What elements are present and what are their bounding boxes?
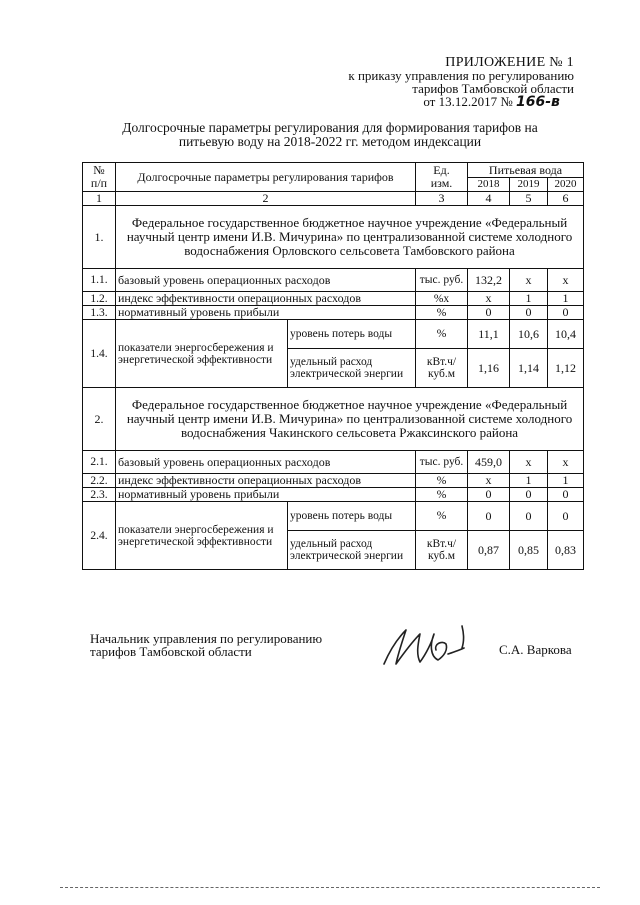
row-unit: кВт.ч/ куб.м bbox=[416, 349, 468, 388]
appendix-line-2: тарифов Тамбовской области bbox=[412, 81, 574, 96]
row-unit: % bbox=[416, 474, 468, 488]
colnum-5: 5 bbox=[510, 192, 548, 206]
row-parameter: базовый уровень операционных расходов bbox=[116, 269, 416, 292]
value-2018: 0 bbox=[468, 306, 510, 320]
table-row bbox=[83, 474, 584, 488]
document-title bbox=[60, 121, 600, 149]
row-number: 1.4. bbox=[83, 320, 116, 388]
header-row-1 bbox=[83, 163, 584, 178]
appendix-block bbox=[274, 56, 574, 109]
header-param: Долгосрочные параметры регулирования тарифов bbox=[116, 163, 416, 192]
table-row bbox=[83, 488, 584, 502]
header-drinking-water: Питьевая вода bbox=[468, 163, 584, 178]
appendix-line-1: к приказу управления по регулированию bbox=[348, 68, 574, 83]
value-2020: 0,83 bbox=[548, 531, 584, 570]
value-2019: 0 bbox=[510, 488, 548, 502]
row-unit: % bbox=[416, 488, 468, 502]
row-parameter: базовый уровень операционных расходов bbox=[116, 451, 416, 474]
value-2019: 0 bbox=[510, 502, 548, 531]
handwritten-order-number: 166-в bbox=[516, 94, 560, 110]
value-2018: 0,87 bbox=[468, 531, 510, 570]
value-2018: 11,1 bbox=[468, 320, 510, 349]
energy-group-label: показатели энергосбережения и энергетической эффективности bbox=[116, 502, 288, 570]
row-unit: кВт.ч/ куб.м bbox=[416, 531, 468, 570]
table-row bbox=[83, 269, 584, 292]
value-2018: 132,2 bbox=[468, 269, 510, 292]
appendix-date-line bbox=[274, 95, 574, 109]
header-year-2020: 2020 bbox=[548, 178, 584, 192]
value-2019: 1 bbox=[510, 292, 548, 306]
value-2019: х bbox=[510, 451, 548, 474]
value-2019: х bbox=[510, 269, 548, 292]
energy-row bbox=[83, 320, 584, 349]
value-2018: х bbox=[468, 474, 510, 488]
energy-group-label: показатели энергосбережения и энергетической эффективности bbox=[116, 320, 288, 388]
row-parameter: индекс эффективности операционных расходов bbox=[116, 292, 416, 306]
row-unit: % bbox=[416, 306, 468, 320]
value-2019: 0 bbox=[510, 306, 548, 320]
header-num: № п/п bbox=[83, 163, 116, 192]
row-unit: тыс. руб. bbox=[416, 269, 468, 292]
row-unit: %х bbox=[416, 292, 468, 306]
value-2020: х bbox=[548, 269, 584, 292]
colnum-6: 6 bbox=[548, 192, 584, 206]
section-header-row bbox=[83, 388, 584, 451]
value-2018: 0 bbox=[468, 502, 510, 531]
section-number: 2. bbox=[83, 388, 116, 451]
value-2018: 459,0 bbox=[468, 451, 510, 474]
colnum-4: 4 bbox=[468, 192, 510, 206]
table-row bbox=[83, 451, 584, 474]
colnum-1: 1 bbox=[83, 192, 116, 206]
row-parameter: нормативный уровень прибыли bbox=[116, 488, 416, 502]
row-number: 2.4. bbox=[83, 502, 116, 570]
title-line-1: Долгосрочные параметры регулирования для формирования тарифов на bbox=[122, 120, 538, 135]
parameters-table bbox=[82, 162, 584, 570]
value-2020: 0 bbox=[548, 306, 584, 320]
section-header-row bbox=[83, 206, 584, 269]
table-row bbox=[83, 292, 584, 306]
row-unit: % bbox=[416, 502, 468, 531]
row-number: 1.1. bbox=[83, 269, 116, 292]
row-number: 2.1. bbox=[83, 451, 116, 474]
handwritten-signature bbox=[376, 620, 486, 670]
signatory-position bbox=[90, 632, 322, 658]
energy-parameter: удельный расход электрической энергии bbox=[288, 349, 416, 388]
value-2020: 1 bbox=[548, 474, 584, 488]
value-2019: 0,85 bbox=[510, 531, 548, 570]
header-year-2018: 2018 bbox=[468, 178, 510, 192]
position-line-1: Начальник управления по регулированию bbox=[90, 631, 323, 646]
value-2020: 0 bbox=[548, 488, 584, 502]
colnum-3: 3 bbox=[416, 192, 468, 206]
appendix-number: ПРИЛОЖЕНИЕ № 1 bbox=[445, 55, 574, 70]
value-2019: 10,6 bbox=[510, 320, 548, 349]
appendix-date: от 13.12.2017 № bbox=[423, 94, 513, 109]
value-2020: 1 bbox=[548, 292, 584, 306]
row-unit: % bbox=[416, 320, 468, 349]
energy-parameter: удельный расход электрической энергии bbox=[288, 531, 416, 570]
table-body bbox=[83, 163, 584, 570]
section-number: 1. bbox=[83, 206, 116, 269]
value-2020: 1,12 bbox=[548, 349, 584, 388]
value-2019: 1,14 bbox=[510, 349, 548, 388]
value-2018: 0 bbox=[468, 488, 510, 502]
value-2020: 10,4 bbox=[548, 320, 584, 349]
header-year-2019: 2019 bbox=[510, 178, 548, 192]
title-line-2: питьевую воду на 2018-2022 гг. методом индексации bbox=[178, 134, 482, 149]
column-numbers-row bbox=[83, 192, 584, 206]
value-2018: х bbox=[468, 292, 510, 306]
row-parameter: индекс эффективности операционных расходов bbox=[116, 474, 416, 488]
value-2020: х bbox=[548, 451, 584, 474]
row-number: 2.2. bbox=[83, 474, 116, 488]
row-number: 1.2. bbox=[83, 292, 116, 306]
position-line-2: тарифов Тамбовской области bbox=[90, 644, 252, 659]
value-2018: 1,16 bbox=[468, 349, 510, 388]
section-organization: Федеральное государственное бюджетное научное учреждение «Федеральный научный центр имени И.В. Мичурина» по централизованной системе холодного водоснабжения Орловского сельсовета Тамбовского района bbox=[116, 206, 584, 269]
signatory-name: С.А. Варкова bbox=[499, 642, 572, 657]
row-number: 1.3. bbox=[83, 306, 116, 320]
energy-row bbox=[83, 502, 584, 531]
colnum-2: 2 bbox=[116, 192, 416, 206]
header-unit: Ед. изм. bbox=[416, 163, 468, 192]
bottom-scan-line bbox=[60, 887, 600, 888]
row-number: 2.3. bbox=[83, 488, 116, 502]
section-organization: Федеральное государственное бюджетное научное учреждение «Федеральный научный центр имени И.В. Мичурина» по централизованной системе холодного водоснабжения Чакинского сельсовета Ржаксинского района bbox=[116, 388, 584, 451]
row-parameter: нормативный уровень прибыли bbox=[116, 306, 416, 320]
value-2019: 1 bbox=[510, 474, 548, 488]
value-2020: 0 bbox=[548, 502, 584, 531]
table-row bbox=[83, 306, 584, 320]
energy-parameter: уровень потерь воды bbox=[288, 502, 416, 531]
row-unit: тыс. руб. bbox=[416, 451, 468, 474]
energy-parameter: уровень потерь воды bbox=[288, 320, 416, 349]
